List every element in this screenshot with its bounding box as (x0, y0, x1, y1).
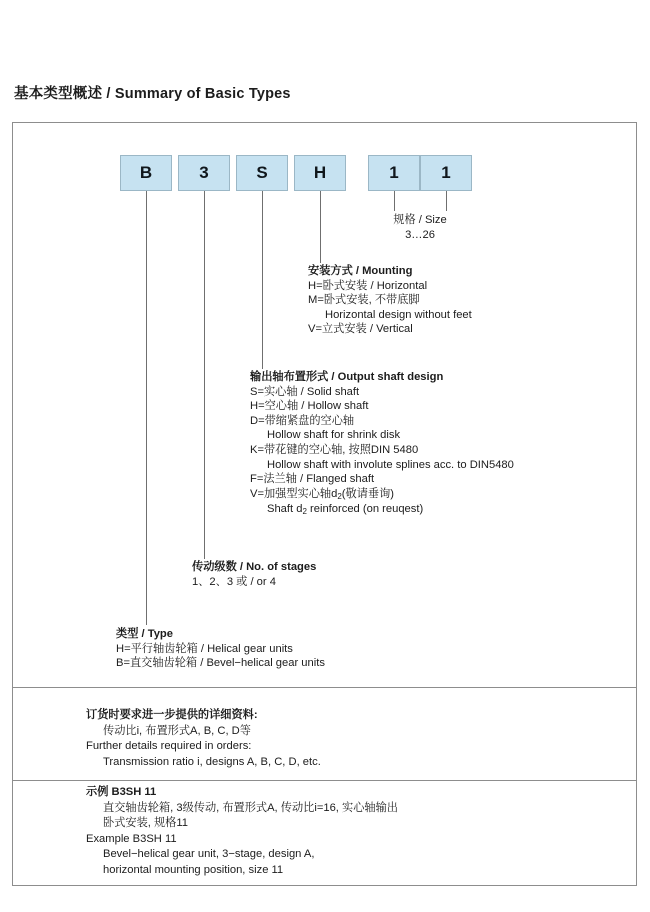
annotation-shaft-reinforced-en-a: Shaft d (267, 503, 303, 516)
note-example-detail-cn-2: 卧式安装, 规格11 (103, 817, 188, 830)
annotation-type-helical: H=平行轴齿轮箱 / Helical gear units (116, 642, 293, 655)
annotation-shaft-reinforced-en (250, 502, 514, 518)
leader-line-mounting (320, 191, 321, 263)
note-order-details (86, 708, 321, 770)
note-order-heading-cn: 订货时要求进一步提供的详细资料: (86, 709, 258, 721)
section-divider-lower (13, 780, 636, 781)
annotation-size-heading: 规格 / Size (393, 214, 447, 226)
annotation-output-shaft (250, 370, 514, 518)
note-example-heading-en: Example B3SH 11 (86, 832, 177, 845)
leader-line-size-first (394, 191, 395, 211)
code-box-size-second[interactable]: 1 (420, 155, 472, 191)
annotation-mounting (308, 264, 472, 337)
leader-line-type (146, 191, 147, 625)
annotation-shaft-hollow: H=空心轴 / Hollow shaft (250, 400, 369, 413)
annotation-mounting-line-h: H=卧式安装 / Horizontal (308, 279, 428, 292)
page-title: 基本类型概述 / Summary of Basic Types (14, 86, 291, 102)
annotation-shaft-spline-en: Hollow shaft with involute splines acc. to DIN5480 (267, 458, 514, 471)
note-example-detail-cn-1: 直交轴齿轮箱, 3级传动, 布置形式A, 传动比i=16, 实心轴输出 (103, 801, 398, 814)
leader-line-stages (204, 191, 205, 559)
note-example-detail-en-2: horizontal mounting position, size 11 (103, 863, 284, 876)
annotation-stages-heading: 传动级数 / No. of stages (192, 561, 317, 573)
annotation-stages (192, 560, 316, 589)
annotation-size-range: 3…26 (405, 228, 435, 241)
annotation-shaft-reinforced-cn-sub: 2 (337, 491, 342, 501)
annotation-shaft-reinforced-cn (250, 487, 514, 503)
annotation-type-heading: 类型 / Type (116, 628, 173, 640)
note-example-detail-en-1: Bevel−helical gear unit, 3−stage, design A, (103, 848, 315, 861)
annotation-shaft-reinforced-cn-a: V=加强型实心轴d (250, 487, 338, 500)
section-divider-upper (13, 687, 636, 688)
annotation-shaft-spline-cn: K=带花键的空心轴, 按照DIN 5480 (250, 443, 419, 456)
annotation-mounting-heading: 安装方式 / Mounting (308, 265, 413, 277)
note-order-heading-en: Further details required in orders: (86, 740, 252, 753)
annotation-shaft-solid: S=实心轴 / Solid shaft (250, 385, 360, 398)
code-box-size-first[interactable]: 1 (368, 155, 420, 191)
note-example (86, 785, 398, 879)
note-example-heading-cn: 示例 B3SH 11 (86, 786, 157, 798)
note-order-detail-en: Transmission ratio i, designs A, B, C, D, etc. (103, 755, 321, 768)
annotation-mounting-line-m: M=卧式安装, 不带底脚 (308, 294, 420, 307)
leader-line-size-second (446, 191, 447, 211)
code-box-stages[interactable]: 3 (178, 155, 230, 191)
annotation-mounting-line-v: V=立式安装 / Vertical (308, 323, 413, 336)
note-order-detail-cn: 传动比i, 布置形式A, B, C, D等 (103, 724, 251, 737)
annotation-type-bevel: B=直交轴齿轮箱 / Bevel−helical gear units (116, 657, 325, 670)
code-box-shaft[interactable]: S (236, 155, 288, 191)
annotation-shaft-shrink-cn: D=带缩紧盘的空心轴 (250, 414, 355, 427)
annotation-shaft-flanged: F=法兰轴 / Flanged shaft (250, 473, 375, 486)
annotation-shaft-shrink-en: Hollow shaft for shrink disk (267, 429, 401, 442)
annotation-shaft-heading: 输出轴布置形式 / Output shaft design (250, 371, 444, 383)
annotation-mounting-line-m-en: Horizontal design without feet (325, 308, 472, 321)
code-box-mounting[interactable]: H (294, 155, 346, 191)
annotation-stages-values: 1、2、3 或 / or 4 (192, 575, 276, 588)
annotation-type (116, 627, 325, 671)
code-box-type[interactable]: B (120, 155, 172, 191)
leader-line-shaft (262, 191, 263, 369)
annotation-shaft-reinforced-en-sub: 2 (302, 507, 307, 517)
annotation-shaft-reinforced-cn-b: (敬请垂询) (341, 487, 394, 500)
annotation-shaft-reinforced-en-b: reinforced (on reuqest) (306, 503, 424, 516)
annotation-size (368, 213, 472, 242)
